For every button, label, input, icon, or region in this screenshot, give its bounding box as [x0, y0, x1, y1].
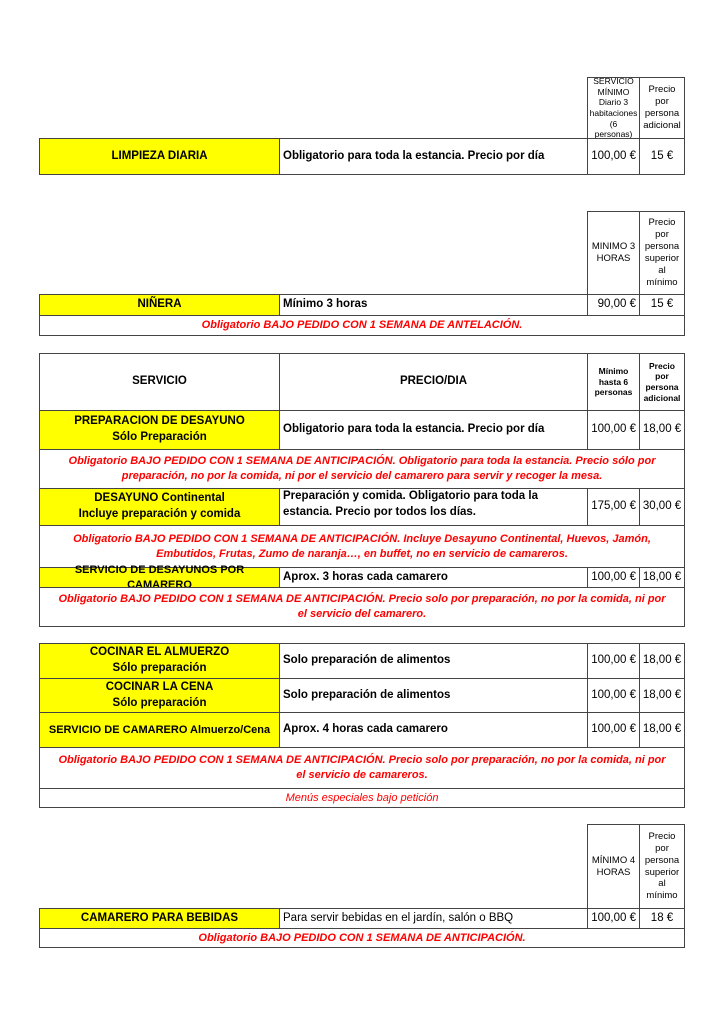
header-line: Diario 3	[598, 97, 629, 108]
description-line: estancia. Precio por todos los días.	[283, 505, 477, 518]
service-name: CAMARERO PARA BEBIDAS	[39, 908, 280, 929]
service-name: SERVICIO DE DESAYUNOS POR CAMARERO	[39, 567, 280, 588]
service-line: Sólo preparación	[112, 696, 207, 709]
service-name	[39, 678, 280, 713]
header-line: Mínimo	[598, 366, 629, 377]
service-description	[279, 488, 588, 526]
header-line: persona	[644, 854, 680, 866]
service-line: COCINAR EL ALMUERZO	[89, 646, 230, 659]
header-service: SERVICIO	[39, 353, 280, 411]
service-name: LIMPIEZA DIARIA	[39, 138, 280, 175]
service-description: Para servir bebidas en el jardín, salón o BBQ	[279, 908, 588, 929]
header-line: HORAS	[596, 866, 631, 878]
note: Obligatorio BAJO PEDIDO CON 1 SEMANA DE ANTICIPACIÓN.	[39, 928, 685, 948]
header-line: SERVICIO	[593, 76, 634, 87]
note-line: preparación, no por la comida, ni por el servicio del camarero para servir y recoger la mesa.	[121, 470, 603, 482]
header-line: persona	[645, 382, 679, 392]
service-name	[39, 488, 280, 526]
price-extra: 18,00 €	[639, 643, 685, 679]
service-line: DESAYUNO Continental	[94, 492, 225, 505]
price-extra: 18,00 €	[639, 567, 685, 588]
header-line: superior	[644, 866, 680, 878]
service-name: SERVICIO DE CAMARERO Almuerzo/Cena	[39, 712, 280, 748]
note-line: Obligatorio BAJO PEDIDO CON 1 SEMANA DE ANTICIPACIÓN. Obligatorio para toda la estancia. Precio sólo por	[68, 455, 656, 468]
service-description: Mínimo 3 horas	[279, 294, 588, 316]
service-name	[39, 643, 280, 679]
price-minimum: 100,00 €	[587, 567, 640, 588]
header-line: al	[658, 264, 666, 276]
price-minimum: 100,00 €	[587, 410, 640, 450]
header-line: persona	[644, 108, 680, 119]
price-minimum: 100,00 €	[587, 678, 640, 713]
header-line: mínimo	[646, 890, 678, 902]
header-line: MINIMO 3	[591, 241, 636, 253]
header-line: adicional	[643, 119, 681, 131]
service-description: Aprox. 4 horas cada camarero	[279, 712, 588, 748]
note-line: Embutidos, Frutas, Zumo de naranja…, en buffet, no en servicio de camareros.	[156, 547, 568, 560]
service-line: COCINAR LA CENA	[105, 680, 214, 693]
header-extra-price	[639, 77, 685, 139]
price-minimum: 100,00 €	[587, 712, 640, 748]
header-minimum	[587, 353, 640, 411]
header-line: MÍNIMO 4	[591, 854, 636, 866]
header-line: HORAS	[596, 253, 631, 264]
note-line: Obligatorio BAJO PEDIDO CON 1 SEMANA DE ANTICIPACIÓN. Precio solo por preparación, no por la comida, ni por	[58, 593, 666, 606]
price-extra: 15 €	[639, 138, 685, 175]
header-line: al	[658, 878, 666, 890]
header-line: adicional	[643, 392, 681, 403]
note: Obligatorio BAJO PEDIDO CON 1 SEMANA DE ANTELACIÓN.	[39, 315, 685, 336]
header-line: superior	[644, 253, 680, 264]
header-line: persona	[644, 241, 680, 253]
service-description: Obligatorio para toda la estancia. Precio por día	[279, 410, 588, 450]
header-extra-price	[639, 211, 685, 295]
price-minimum: 100,00 €	[587, 908, 640, 929]
price-extra: 18,00 €	[639, 678, 685, 713]
note	[39, 587, 685, 627]
price-minimum: 175,00 €	[587, 488, 640, 526]
header-extra-price	[639, 353, 685, 411]
header-line: habitaciones	[589, 108, 638, 118]
price-extra: 15 €	[639, 294, 685, 316]
header-line: por	[655, 229, 669, 241]
price-extra: 18 €	[639, 908, 685, 929]
service-line: PREPARACION DE DESAYUNO	[74, 415, 245, 428]
service-description: Obligatorio para toda la estancia. Precio por día	[279, 138, 588, 175]
header-minimum	[587, 211, 640, 295]
header-line: Precio	[648, 217, 676, 229]
header-minimum	[587, 824, 640, 909]
price-extra: 30,00 €	[639, 488, 685, 526]
note	[39, 747, 685, 789]
note-line: el servicio del camarero.	[297, 608, 427, 620]
price-extra: 18,00 €	[639, 410, 685, 450]
service-description: Solo preparación de alimentos	[279, 643, 588, 679]
service-line: Sólo Preparación	[112, 431, 207, 443]
header-line: por	[655, 842, 669, 854]
header-line: por	[655, 96, 669, 108]
note-line: el servicio de camareros.	[296, 769, 428, 781]
price-minimum: 90,00 €	[587, 294, 640, 316]
header-line: personas	[594, 387, 633, 398]
service-name	[39, 410, 280, 450]
header-minimum	[587, 77, 640, 139]
special-menus-note: Menús especiales bajo petición	[39, 788, 685, 808]
header-line: MÍNIMO	[597, 86, 630, 97]
price-extra: 18,00 €	[639, 712, 685, 748]
service-line: Sólo preparación	[112, 662, 207, 674]
header-line: mínimo	[646, 276, 678, 288]
header-price-per-day: PRECIO/DIA	[279, 353, 588, 411]
service-description: Aprox. 3 horas cada camarero	[279, 567, 588, 588]
note	[39, 449, 685, 489]
service-name: NIÑERA	[39, 294, 280, 316]
note-line: Obligatorio BAJO PEDIDO CON 1 SEMANA DE ANTICIPACIÓN. Precio solo por preparación, no por la comida, ni por	[58, 754, 666, 767]
header-extra-price	[639, 824, 685, 909]
note-line: Obligatorio BAJO PEDIDO CON 1 SEMANA DE ANTICIPACIÓN. Incluye Desayuno Continental, Huevos, Jamón,	[73, 532, 651, 545]
price-minimum: 100,00 €	[587, 138, 640, 175]
description-line: Preparación y comida. Obligatorio para toda la	[283, 490, 538, 502]
note	[39, 525, 685, 568]
header-line: Precio por	[649, 360, 675, 382]
service-description: Solo preparación de alimentos	[279, 678, 588, 713]
header-line: Precio	[648, 84, 676, 96]
service-line: Incluye preparación y comida	[78, 508, 241, 520]
header-line: Precio	[648, 830, 676, 842]
header-line: hasta 6	[598, 376, 629, 387]
price-minimum: 100,00 €	[587, 643, 640, 679]
header-line: (6 personas)	[594, 118, 633, 140]
